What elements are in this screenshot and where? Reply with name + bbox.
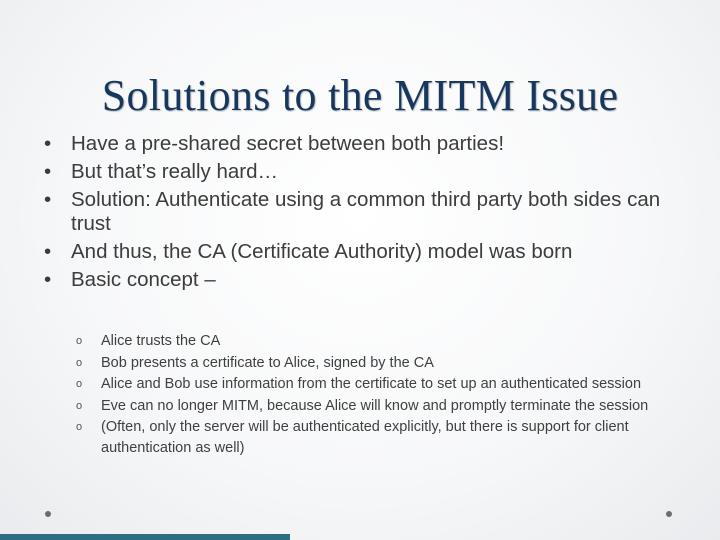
sub-bullet-item xyxy=(76,331,666,352)
bullet-text: And thus, the CA (Certificate Authority) model was born xyxy=(71,240,573,263)
bullet-text: Have a pre-shared secret between both parties! xyxy=(71,132,505,155)
bullet-dot-icon: • xyxy=(44,132,52,155)
bullet-text: Solution: Authenticate using a common third party both sides can trust xyxy=(71,188,661,235)
sub-bullet-item xyxy=(76,417,666,458)
bullet-item xyxy=(44,188,684,236)
sub-bullet-list xyxy=(76,331,666,459)
sub-bullet-text: Alice and Bob use information from the certificate to set up an authenticated session xyxy=(101,376,642,392)
bullet-dot-icon: • xyxy=(44,240,52,263)
bullet-item xyxy=(44,160,684,184)
bullet-item xyxy=(44,268,684,292)
sub-bullet-text: Eve can no longer MITM, because Alice will know and promptly terminate the session xyxy=(101,397,649,414)
bullet-dot-icon: • xyxy=(44,188,52,211)
hollow-circle-icon: o xyxy=(76,378,83,390)
sub-bullet-text: Bob presents a certificate to Alice, signed by the CA xyxy=(101,354,434,371)
bullet-item xyxy=(44,132,684,156)
bullet-list xyxy=(44,132,684,296)
sub-bullet-item xyxy=(76,396,666,417)
left-corner-dot xyxy=(45,511,51,517)
hollow-circle-icon: o xyxy=(76,335,83,347)
right-corner-dot xyxy=(666,511,672,517)
hollow-circle-icon: o xyxy=(76,421,83,433)
bullet-text: But that’s really hard… xyxy=(71,160,279,183)
sub-bullet-text: Alice trusts the CA xyxy=(101,333,221,349)
sub-bullet-item xyxy=(76,374,666,395)
bottom-accent-bar xyxy=(0,534,290,540)
slide-title: Solutions to the MITM Issue xyxy=(101,71,619,120)
bullet-dot-icon: • xyxy=(44,160,52,183)
hollow-circle-icon: o xyxy=(76,399,83,412)
sub-bullet-item xyxy=(76,353,666,374)
bullet-text: Basic concept – xyxy=(71,268,216,291)
hollow-circle-icon: o xyxy=(76,356,83,369)
sub-bullet-text: (Often, only the server will be authenticated explicitly, but there is support for client authentication as well) xyxy=(101,419,629,456)
bullet-dot-icon: • xyxy=(44,268,52,291)
bullet-item xyxy=(44,240,684,264)
